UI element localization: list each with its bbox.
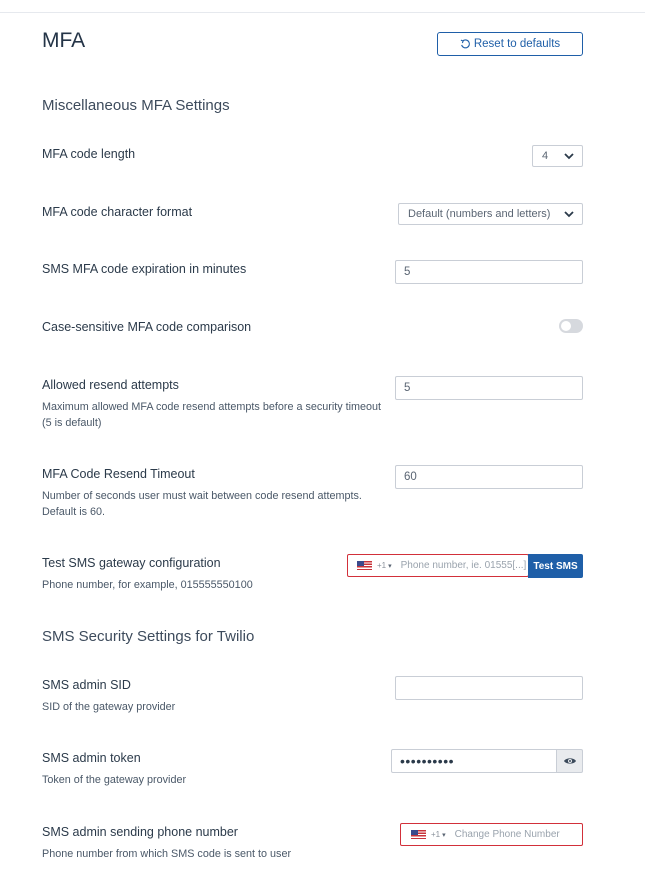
case-sensitive-label: Case-sensitive MFA code comparison xyxy=(42,320,252,334)
admin-token-label: SMS admin token xyxy=(42,751,141,765)
char-format-value: Default (numbers and letters) xyxy=(408,208,551,220)
admin-token-description: Token of the gateway provider xyxy=(42,774,187,786)
code-length-select[interactable] xyxy=(532,145,583,167)
char-format-label: MFA code character format xyxy=(42,205,193,219)
chevron-down-icon xyxy=(562,149,576,163)
admin-phone-input[interactable]: Change Phone Number xyxy=(454,829,560,840)
resend-attempts-label: Allowed resend attempts xyxy=(42,378,179,392)
test-phone-input-group[interactable] xyxy=(347,554,529,577)
code-length-label: MFA code length xyxy=(42,147,136,161)
show-password-button[interactable] xyxy=(557,749,583,773)
reset-button-label: Reset to defaults xyxy=(473,38,561,50)
case-sensitive-toggle[interactable] xyxy=(559,319,583,333)
char-format-select[interactable] xyxy=(398,203,583,225)
admin-sid-description: SID of the gateway provider xyxy=(42,701,176,713)
us-flag-icon[interactable] xyxy=(357,561,372,570)
resend-attempts-description: Maximum allowed MFA code resend attempts before a security timeout (5 is default) xyxy=(42,401,382,429)
us-flag-icon[interactable] xyxy=(411,830,426,839)
toggle-knob xyxy=(561,321,571,331)
resend-timeout-label: MFA Code Resend Timeout xyxy=(42,467,195,481)
caret-down-icon: ▾ xyxy=(442,831,446,839)
test-sms-button[interactable]: Test SMS xyxy=(528,554,583,578)
test-sms-label: Test SMS gateway configuration xyxy=(42,556,221,570)
admin-sid-label: SMS admin SID xyxy=(42,678,131,692)
admin-phone-label: SMS admin sending phone number xyxy=(42,825,238,839)
code-length-value: 4 xyxy=(542,150,549,162)
reset-to-defaults-button[interactable] xyxy=(437,32,583,56)
caret-down-icon: ▾ xyxy=(388,562,392,570)
admin-sid-input[interactable] xyxy=(395,676,583,700)
expiration-input[interactable]: 5 xyxy=(395,260,583,284)
top-divider xyxy=(0,12,645,13)
admin-phone-input-group[interactable] xyxy=(400,823,583,846)
country-code: +1 xyxy=(377,561,387,570)
page-title: MFA xyxy=(42,29,86,52)
section-title-twilio: SMS Security Settings for Twilio xyxy=(42,628,255,645)
section-title-misc: Miscellaneous MFA Settings xyxy=(42,97,230,114)
country-code: +1 xyxy=(431,830,441,839)
admin-phone-description: Phone number from which SMS code is sent to user xyxy=(42,848,292,860)
test-phone-input[interactable]: Phone number, ie. 01555[...] xyxy=(400,560,527,571)
expiration-label: SMS MFA code expiration in minutes xyxy=(42,262,247,276)
resend-timeout-input[interactable]: 60 xyxy=(395,465,583,489)
chevron-down-icon xyxy=(562,207,576,221)
undo-icon xyxy=(460,39,471,50)
eye-icon xyxy=(563,754,577,768)
resend-timeout-description: Number of seconds user must wait between code resend attempts. Default is 60. xyxy=(42,490,362,518)
admin-token-input[interactable]: •••••••••• xyxy=(391,749,557,773)
resend-attempts-input[interactable]: 5 xyxy=(395,376,583,400)
test-sms-description: Phone number, for example, 015555550100 xyxy=(42,579,253,591)
